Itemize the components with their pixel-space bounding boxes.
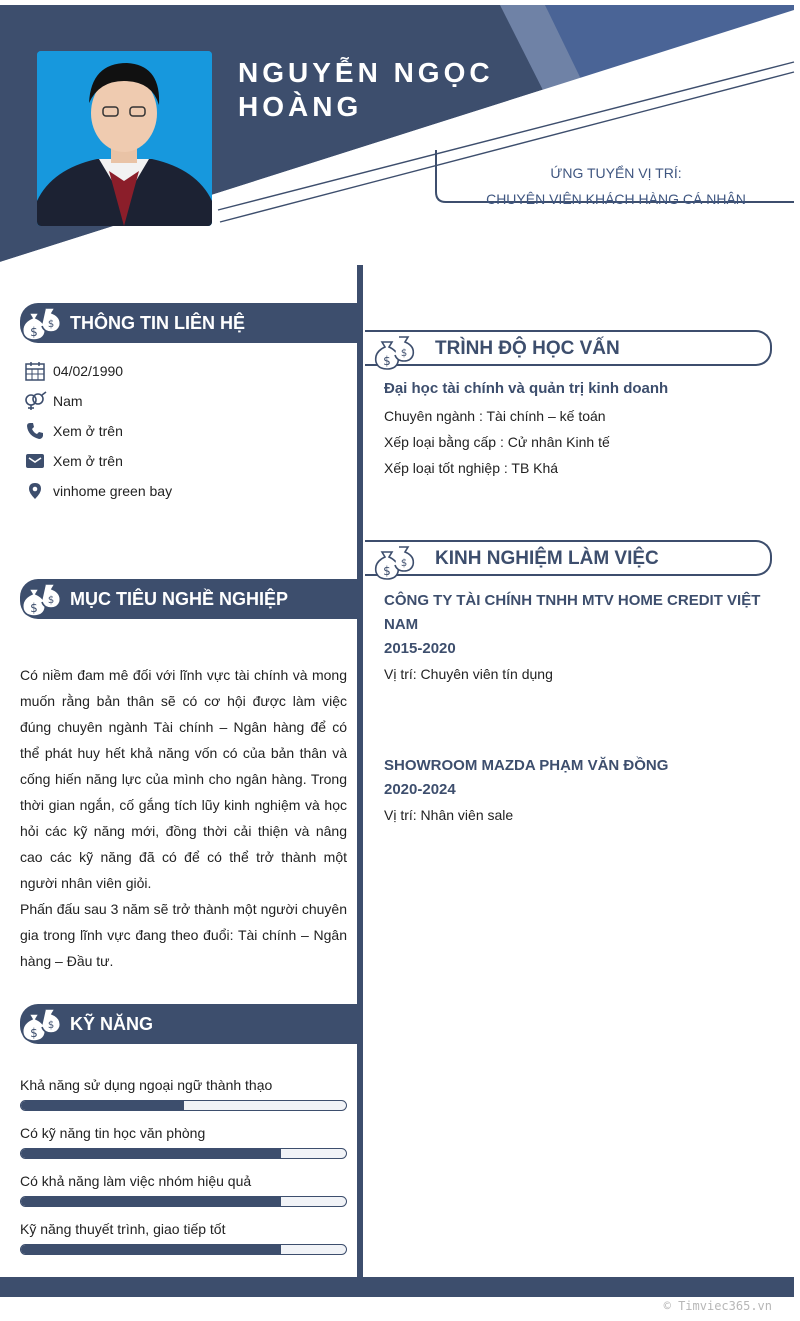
gender-icon	[22, 390, 48, 412]
name-line-2: HOÀNG	[238, 91, 363, 122]
email-icon	[22, 450, 48, 472]
objective-title: MỤC TIÊU NGHỀ NGHIỆP	[70, 589, 289, 609]
watermark: © Timviec365.vn	[663, 1299, 772, 1313]
education-degree: Xếp loại bằng cấp : Cử nhân Kinh tế	[384, 434, 610, 450]
address-value: vinhome green bay	[53, 483, 173, 499]
job-position: Vị trí: Nhân viên sale	[384, 807, 514, 823]
section-header-objective	[20, 579, 357, 619]
footer-bar	[0, 1277, 794, 1297]
money-bag-icon	[373, 334, 419, 370]
objective-paragraph-2: Phấn đấu sau 3 năm sẽ trở thành một người chuyên gia trong lĩnh vực đang theo đuổi: Tài chính – Ngân hàng – Đầu tư.	[20, 901, 347, 969]
skill-item	[20, 1172, 347, 1207]
money-bag-icon	[20, 1006, 66, 1042]
svg-text:$: $	[47, 319, 55, 330]
money-bag-icon	[20, 581, 66, 617]
money-bag-icon	[373, 544, 419, 580]
svg-text:$: $	[47, 595, 55, 606]
skill-level-bar	[20, 1148, 347, 1159]
skill-item	[20, 1220, 347, 1255]
job-company: SHOWROOM MAZDA PHẠM VĂN ĐỒNG	[384, 757, 669, 774]
contact-gender	[22, 390, 83, 412]
svg-text:$: $	[30, 601, 38, 615]
section-header-education	[365, 330, 772, 366]
job-period: 2020-2024	[384, 781, 456, 798]
calendar-icon	[22, 360, 48, 382]
school-name: Đại học tài chính và quản trị kinh doanh	[384, 380, 669, 397]
section-header-contact	[20, 303, 357, 343]
skill-label: Có khả năng làm việc nhóm hiệu quả	[20, 1173, 252, 1189]
skill-label: Có kỹ năng tin học văn phòng	[20, 1125, 206, 1141]
apply-position: CHUYÊN VIÊN KHÁCH HÀNG CÁ NHÂN	[486, 191, 746, 207]
objective-text	[20, 662, 347, 974]
location-pin-icon	[22, 480, 48, 502]
contact-birthday	[22, 360, 123, 382]
education-major: Chuyên ngành : Tài chính – kế toán	[384, 408, 606, 424]
section-header-experience	[365, 540, 772, 576]
job-period: 2015-2020	[384, 640, 456, 657]
education-grade: Xếp loại tốt nghiệp : TB Khá	[384, 460, 559, 476]
job-position: Vị trí: Chuyên viên tín dụng	[384, 666, 553, 682]
birthday-value: 04/02/1990	[53, 363, 124, 379]
svg-text:$: $	[400, 558, 408, 569]
job-company: CÔNG TY TÀI CHÍNH TNHH MTV HOME CREDIT VIỆT NAM	[384, 592, 761, 633]
gender-value: Nam	[53, 393, 83, 409]
profile-photo	[37, 51, 212, 226]
contact-title: THÔNG TIN LIÊN HỆ	[70, 313, 245, 333]
svg-text:$: $	[400, 348, 408, 359]
column-divider	[357, 265, 363, 1280]
phone-value: Xem ở trên	[53, 423, 123, 439]
skills-title: KỸ NĂNG	[70, 1014, 154, 1034]
phone-icon	[22, 420, 48, 442]
skill-level-fill	[21, 1149, 281, 1158]
education-title: TRÌNH ĐỘ HỌC VẤN	[435, 338, 620, 359]
candidate-name	[238, 56, 538, 124]
skill-level-bar	[20, 1196, 347, 1207]
skill-item	[20, 1076, 347, 1111]
experience-title: KINH NGHIỆM LÀM VIỆC	[435, 548, 659, 569]
contact-address	[22, 480, 172, 502]
apply-position-block	[440, 160, 792, 212]
svg-text:$: $	[47, 1020, 55, 1031]
svg-text:$: $	[383, 564, 391, 578]
email-value: Xem ở trên	[53, 453, 123, 469]
svg-text:$: $	[383, 354, 391, 368]
skill-label: Kỹ năng thuyết trình, giao tiếp tốt	[20, 1221, 226, 1237]
svg-text:$: $	[30, 1026, 38, 1040]
skill-item	[20, 1124, 347, 1159]
skill-level-fill	[21, 1245, 281, 1254]
contact-phone	[22, 420, 123, 442]
name-line-1: NGUYỄN NGỌC	[238, 57, 494, 88]
skill-level-bar	[20, 1100, 347, 1111]
apply-label: ỨNG TUYỂN VỊ TRÍ:	[550, 165, 682, 181]
skill-level-fill	[21, 1101, 184, 1110]
skill-label: Khả năng sử dụng ngoại ngữ thành thạo	[20, 1077, 273, 1093]
skill-level-bar	[20, 1244, 347, 1255]
skill-level-fill	[21, 1197, 281, 1206]
svg-text:$: $	[30, 325, 38, 339]
section-header-skills	[20, 1004, 357, 1044]
objective-paragraph-1: Có niềm đam mê đối với lĩnh vực tài chính và mong muốn rằng bản thân sẽ có cơ hội được làm việc đúng chuyên ngành Tài chính – Ngân hàng để có thể phát huy hết khả năng vốn có của bản thân và cống hiến năng lực của mình cho ngân hàng. Trong thời gian ngắn, cố gắng tích lũy kinh nghiệm và học hỏi các kỹ năng mới, đồng thời cải thiện và nâng cao các kỹ năng đã có để có thể trở thành một người nhân viên giỏi.	[20, 667, 347, 891]
contact-email	[22, 450, 123, 472]
money-bag-icon	[20, 305, 66, 341]
